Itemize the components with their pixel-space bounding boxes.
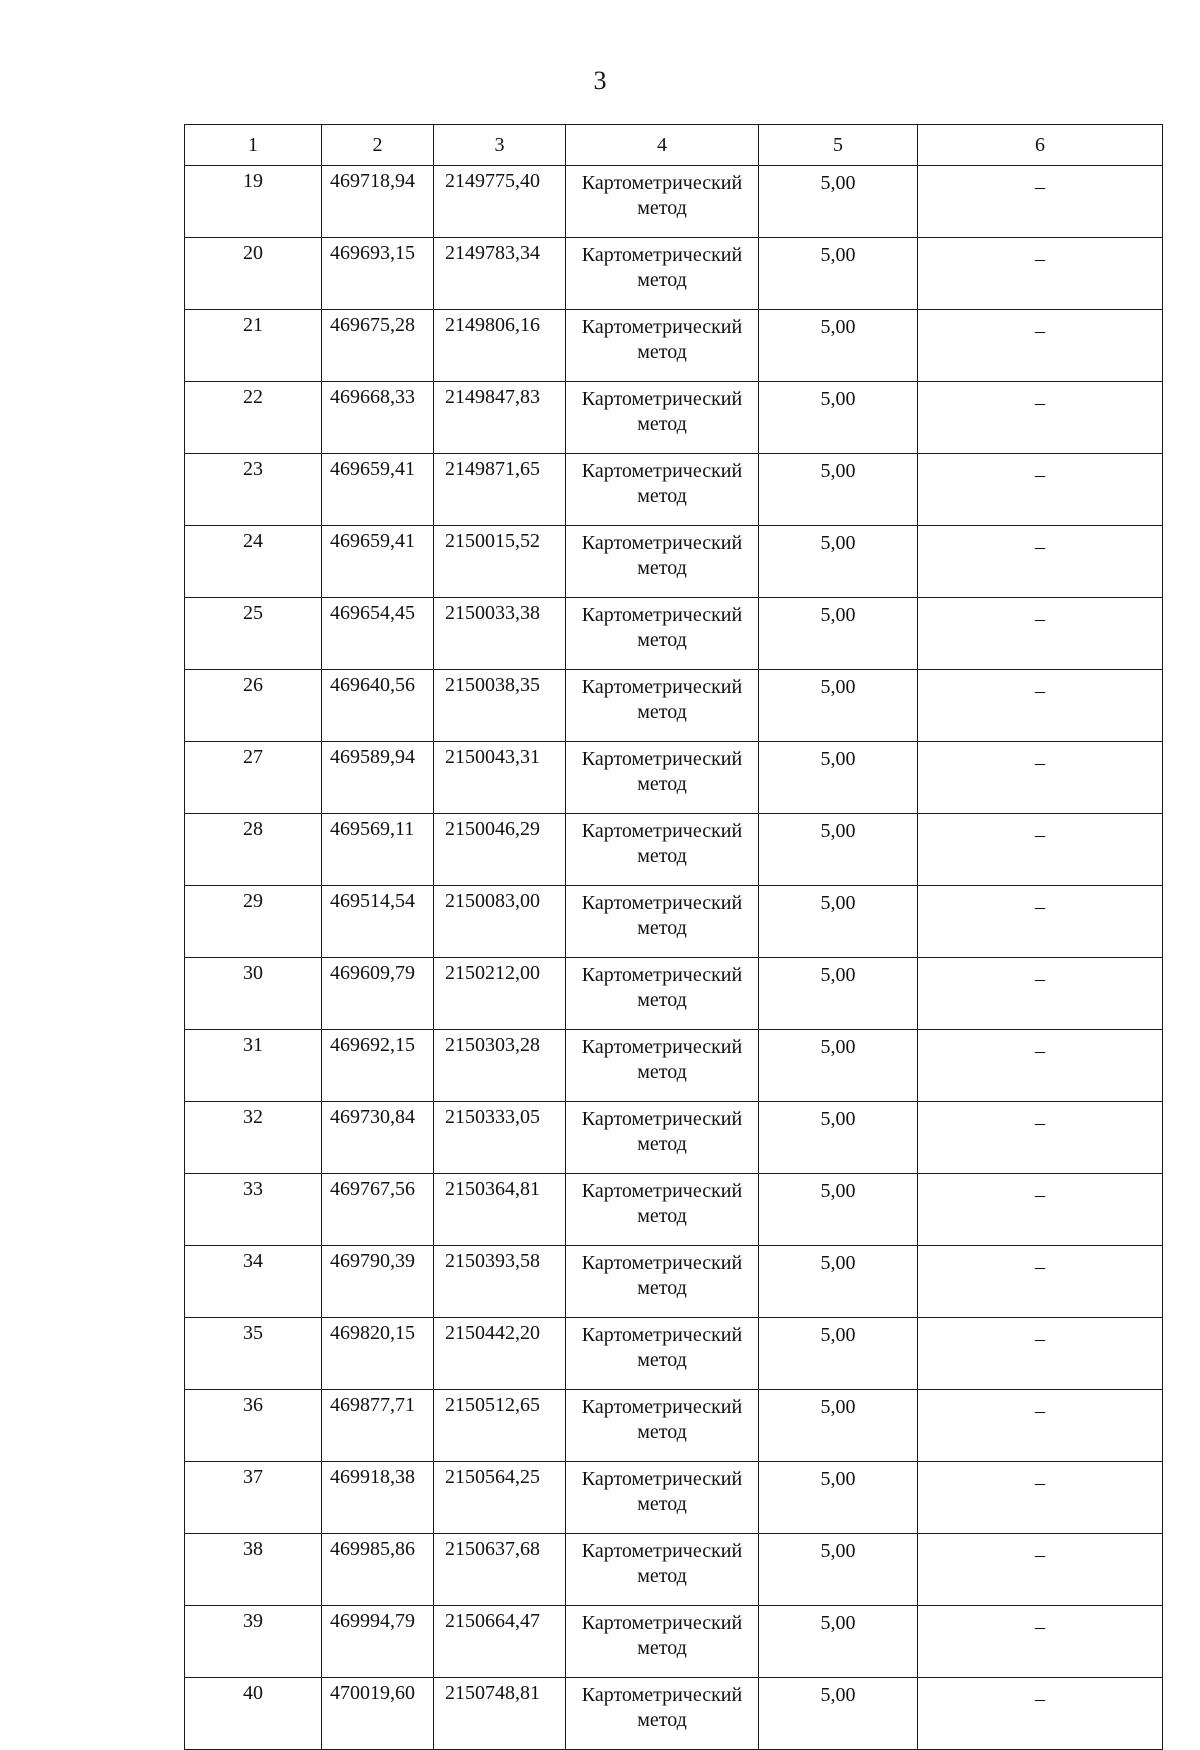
- method-line-2: метод: [637, 629, 687, 651]
- table-row: [185, 526, 1163, 598]
- coordinate-x: 469589,94: [322, 742, 434, 814]
- point-number: 22: [185, 382, 322, 454]
- method-line-2: метод: [637, 917, 687, 939]
- note-dash: –: [918, 1102, 1163, 1174]
- table-row: [185, 1102, 1163, 1174]
- point-number: 32: [185, 1102, 322, 1174]
- note-dash: –: [918, 310, 1163, 382]
- table-row: [185, 1678, 1163, 1750]
- point-number: 24: [185, 526, 322, 598]
- accuracy-value: 5,00: [759, 1462, 918, 1534]
- table-row: [185, 598, 1163, 670]
- determination-method: [566, 1678, 759, 1750]
- accuracy-value: 5,00: [759, 1606, 918, 1678]
- coordinate-y: 2150564,25: [434, 1462, 566, 1534]
- method-line-1: Картометрический: [581, 676, 743, 698]
- determination-method: [566, 526, 759, 598]
- point-number: 25: [185, 598, 322, 670]
- determination-method: [566, 1030, 759, 1102]
- method-line-2: метод: [637, 1637, 687, 1659]
- accuracy-value: 5,00: [759, 454, 918, 526]
- table-row: [185, 1318, 1163, 1390]
- method-line-2: метод: [637, 413, 687, 435]
- table-row: [185, 1534, 1163, 1606]
- coordinate-x: 469569,11: [322, 814, 434, 886]
- coordinate-x: 469675,28: [322, 310, 434, 382]
- table-row: [185, 1390, 1163, 1462]
- determination-method: [566, 814, 759, 886]
- point-number: 33: [185, 1174, 322, 1246]
- accuracy-value: 5,00: [759, 598, 918, 670]
- coordinate-y: 2150748,81: [434, 1678, 566, 1750]
- method-line-2: метод: [637, 845, 687, 867]
- table-row: [185, 310, 1163, 382]
- note-dash: –: [918, 166, 1163, 238]
- note-dash: –: [918, 1606, 1163, 1678]
- note-dash: –: [918, 742, 1163, 814]
- coordinate-y: 2150043,31: [434, 742, 566, 814]
- coordinate-x: 469659,41: [322, 454, 434, 526]
- determination-method: [566, 1534, 759, 1606]
- accuracy-value: 5,00: [759, 958, 918, 1030]
- coordinates-table: [184, 124, 1163, 1750]
- coordinate-x: 469718,94: [322, 166, 434, 238]
- point-number: 21: [185, 310, 322, 382]
- note-dash: –: [918, 1678, 1163, 1750]
- note-dash: –: [918, 1030, 1163, 1102]
- determination-method: [566, 1318, 759, 1390]
- point-number: 37: [185, 1462, 322, 1534]
- coordinate-x: 469985,86: [322, 1534, 434, 1606]
- note-dash: –: [918, 1534, 1163, 1606]
- note-dash: –: [918, 1318, 1163, 1390]
- coordinate-x: 469994,79: [322, 1606, 434, 1678]
- table-row: [185, 1462, 1163, 1534]
- table-row: [185, 1246, 1163, 1318]
- coordinate-y: 2150512,65: [434, 1390, 566, 1462]
- coordinate-x: 469693,15: [322, 238, 434, 310]
- coordinate-y: 2149806,16: [434, 310, 566, 382]
- coordinate-x: 470019,60: [322, 1678, 434, 1750]
- accuracy-value: 5,00: [759, 886, 918, 958]
- method-line-2: метод: [637, 1709, 687, 1731]
- point-number: 36: [185, 1390, 322, 1462]
- determination-method: [566, 958, 759, 1030]
- table-body: [185, 166, 1163, 1750]
- point-number: 34: [185, 1246, 322, 1318]
- point-number: 19: [185, 166, 322, 238]
- accuracy-value: 5,00: [759, 1030, 918, 1102]
- header-row: [185, 125, 1163, 166]
- method-line-1: Картометрический: [581, 1108, 743, 1130]
- note-dash: –: [918, 670, 1163, 742]
- method-line-1: Картометрический: [581, 964, 743, 986]
- determination-method: [566, 454, 759, 526]
- coordinate-y: 2150015,52: [434, 526, 566, 598]
- coordinate-y: 2150664,47: [434, 1606, 566, 1678]
- note-dash: –: [918, 1462, 1163, 1534]
- table-row: [185, 1174, 1163, 1246]
- coordinate-x: 469668,33: [322, 382, 434, 454]
- method-line-1: Картометрический: [581, 1036, 743, 1058]
- table-row: [185, 670, 1163, 742]
- accuracy-value: 5,00: [759, 814, 918, 886]
- coordinate-y: 2150442,20: [434, 1318, 566, 1390]
- method-line-2: метод: [637, 1277, 687, 1299]
- method-line-2: метод: [637, 989, 687, 1011]
- coordinate-x: 469692,15: [322, 1030, 434, 1102]
- point-number: 29: [185, 886, 322, 958]
- method-line-1: Картометрический: [581, 1252, 743, 1274]
- point-number: 20: [185, 238, 322, 310]
- coordinate-x: 469730,84: [322, 1102, 434, 1174]
- coordinate-y: 2150083,00: [434, 886, 566, 958]
- point-number: 40: [185, 1678, 322, 1750]
- point-number: 35: [185, 1318, 322, 1390]
- determination-method: [566, 886, 759, 958]
- note-dash: –: [918, 1390, 1163, 1462]
- determination-method: [566, 1102, 759, 1174]
- determination-method: [566, 1174, 759, 1246]
- method-line-1: Картометрический: [581, 1540, 743, 1562]
- accuracy-value: 5,00: [759, 382, 918, 454]
- column-header-3: 3: [434, 125, 566, 166]
- coordinate-x: 469609,79: [322, 958, 434, 1030]
- point-number: 26: [185, 670, 322, 742]
- method-line-2: метод: [637, 341, 687, 363]
- method-line-1: Картометрический: [581, 1396, 743, 1418]
- accuracy-value: 5,00: [759, 166, 918, 238]
- method-line-1: Картометрический: [581, 460, 743, 482]
- method-line-1: Картометрический: [581, 748, 743, 770]
- accuracy-value: 5,00: [759, 1102, 918, 1174]
- table-row: [185, 166, 1163, 238]
- table-row: [185, 1606, 1163, 1678]
- coordinate-x: 469790,39: [322, 1246, 434, 1318]
- coordinate-y: 2150033,38: [434, 598, 566, 670]
- method-line-1: Картометрический: [581, 388, 743, 410]
- method-line-2: метод: [637, 1565, 687, 1587]
- method-line-1: Картометрический: [581, 1324, 743, 1346]
- accuracy-value: 5,00: [759, 310, 918, 382]
- accuracy-value: 5,00: [759, 742, 918, 814]
- coordinate-x: 469659,41: [322, 526, 434, 598]
- method-line-1: Картометрический: [581, 820, 743, 842]
- coordinate-y: 2150393,58: [434, 1246, 566, 1318]
- accuracy-value: 5,00: [759, 670, 918, 742]
- accuracy-value: 5,00: [759, 1534, 918, 1606]
- coordinate-y: 2150046,29: [434, 814, 566, 886]
- method-line-1: Картометрический: [581, 172, 743, 194]
- determination-method: [566, 1246, 759, 1318]
- coordinate-x: 469640,56: [322, 670, 434, 742]
- method-line-2: метод: [637, 1421, 687, 1443]
- method-line-2: метод: [637, 1133, 687, 1155]
- method-line-2: метод: [637, 773, 687, 795]
- method-line-1: Картометрический: [581, 892, 743, 914]
- note-dash: –: [918, 958, 1163, 1030]
- accuracy-value: 5,00: [759, 526, 918, 598]
- determination-method: [566, 670, 759, 742]
- determination-method: [566, 238, 759, 310]
- determination-method: [566, 166, 759, 238]
- method-line-2: метод: [637, 701, 687, 723]
- determination-method: [566, 382, 759, 454]
- point-number: 27: [185, 742, 322, 814]
- accuracy-value: 5,00: [759, 1318, 918, 1390]
- method-line-2: метод: [637, 197, 687, 219]
- coordinate-x: 469767,56: [322, 1174, 434, 1246]
- determination-method: [566, 1606, 759, 1678]
- note-dash: –: [918, 1174, 1163, 1246]
- method-line-2: метод: [637, 1205, 687, 1227]
- method-line-1: Картометрический: [581, 1468, 743, 1490]
- method-line-1: Картометрический: [581, 316, 743, 338]
- determination-method: [566, 310, 759, 382]
- table-row: [185, 886, 1163, 958]
- coordinate-y: 2150364,81: [434, 1174, 566, 1246]
- note-dash: –: [918, 238, 1163, 310]
- determination-method: [566, 1390, 759, 1462]
- table-row: [185, 454, 1163, 526]
- coordinate-y: 2149847,83: [434, 382, 566, 454]
- table-row: [185, 814, 1163, 886]
- point-number: 23: [185, 454, 322, 526]
- note-dash: –: [918, 814, 1163, 886]
- point-number: 39: [185, 1606, 322, 1678]
- coordinate-x: 469514,54: [322, 886, 434, 958]
- determination-method: [566, 1462, 759, 1534]
- method-line-1: Картометрический: [581, 1684, 743, 1706]
- accuracy-value: 5,00: [759, 1174, 918, 1246]
- method-line-2: метод: [637, 269, 687, 291]
- column-header-1: 1: [185, 125, 322, 166]
- note-dash: –: [918, 454, 1163, 526]
- note-dash: –: [918, 886, 1163, 958]
- coordinate-y: 2149775,40: [434, 166, 566, 238]
- note-dash: –: [918, 1246, 1163, 1318]
- note-dash: –: [918, 526, 1163, 598]
- method-line-2: метод: [637, 1349, 687, 1371]
- accuracy-value: 5,00: [759, 1246, 918, 1318]
- coordinate-x: 469654,45: [322, 598, 434, 670]
- table-row: [185, 958, 1163, 1030]
- method-line-1: Картометрический: [581, 604, 743, 626]
- coordinate-y: 2149871,65: [434, 454, 566, 526]
- point-number: 28: [185, 814, 322, 886]
- column-header-4: 4: [566, 125, 759, 166]
- table-row: [185, 382, 1163, 454]
- accuracy-value: 5,00: [759, 238, 918, 310]
- table-row: [185, 1030, 1163, 1102]
- coordinate-y: 2150637,68: [434, 1534, 566, 1606]
- page-number: 3: [593, 66, 607, 95]
- point-number: 31: [185, 1030, 322, 1102]
- coordinate-y: 2150303,28: [434, 1030, 566, 1102]
- coordinate-y: 2150212,00: [434, 958, 566, 1030]
- accuracy-value: 5,00: [759, 1390, 918, 1462]
- point-number: 30: [185, 958, 322, 1030]
- determination-method: [566, 742, 759, 814]
- method-line-2: метод: [637, 557, 687, 579]
- coordinate-y: 2149783,34: [434, 238, 566, 310]
- table-header: [185, 125, 1163, 166]
- table-row: [185, 742, 1163, 814]
- coordinate-x: 469877,71: [322, 1390, 434, 1462]
- coordinate-x: 469918,38: [322, 1462, 434, 1534]
- coordinate-x: 469820,15: [322, 1318, 434, 1390]
- column-header-6: 6: [918, 125, 1163, 166]
- coordinate-y: 2150333,05: [434, 1102, 566, 1174]
- table-row: [185, 238, 1163, 310]
- method-line-1: Картометрический: [581, 1180, 743, 1202]
- accuracy-value: 5,00: [759, 1678, 918, 1750]
- method-line-1: Картометрический: [581, 532, 743, 554]
- method-line-2: метод: [637, 485, 687, 507]
- point-number: 38: [185, 1534, 322, 1606]
- column-header-5: 5: [759, 125, 918, 166]
- column-header-2: 2: [322, 125, 434, 166]
- coordinate-y: 2150038,35: [434, 670, 566, 742]
- method-line-1: Картометрический: [581, 1612, 743, 1634]
- method-line-2: метод: [637, 1493, 687, 1515]
- method-line-2: метод: [637, 1061, 687, 1083]
- note-dash: –: [918, 382, 1163, 454]
- note-dash: –: [918, 598, 1163, 670]
- determination-method: [566, 598, 759, 670]
- method-line-1: Картометрический: [581, 244, 743, 266]
